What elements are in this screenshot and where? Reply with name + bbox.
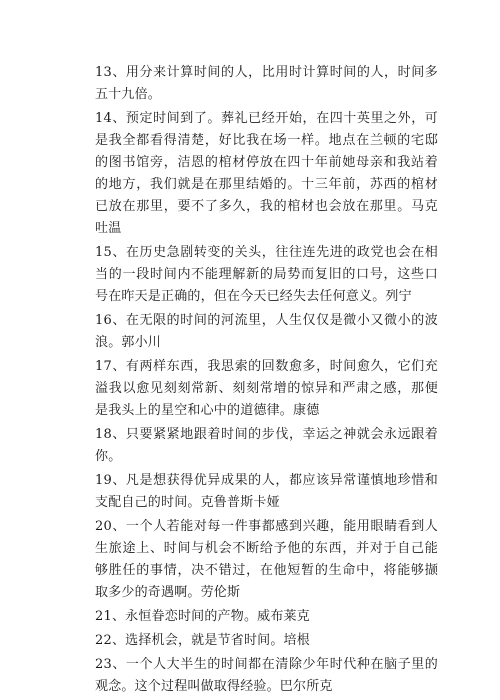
quote-22: 22、选择机会，就是节省时间。培根	[95, 633, 310, 648]
quote-21: 21、永恒眷恋时间的产物。威布莱克	[95, 609, 310, 624]
quote-list	[95, 62, 438, 700]
quote-23: 23、一个人大半生的时间都在清除少年时代种在脑子里的观念。这个过程叫做取得经验。巴尔所克	[95, 657, 438, 694]
quote-20: 20、一个人若能对每一件事都感到兴趣，能用眼睛看到人生旅途上、时间与机会不断给予他的东西，并对于自己能够胜任的事情，决不错过，在他短暂的生命中，将能够撷取多少的奇遇啊。劳伦斯	[95, 519, 438, 600]
quote-15: 15、在历史急剧转变的关头，往往连先进的政党也会在相当的一段时间内不能理解新的局势而复旧的口号，这些口号在昨天是正确的，但在今天已经失去任何意义。列宁	[95, 245, 438, 304]
quote-13: 13、用分来计算时间的人，比用时计算时间的人，时间多五十九倍。	[95, 65, 438, 102]
quote-19: 19、凡是想获得优异成果的人，都应该异常谨慎地珍惜和支配自己的时间。克鲁普斯卡娅	[95, 473, 438, 510]
quote-18: 18、只要紧紧地跟着时间的步伐，幸运之神就会永远跟着你。	[95, 427, 438, 464]
quote-17: 17、有两样东西，我思索的回数愈多，时间愈久，它们充溢我以愈见刻刻常新、刻刻常增的惊异和严肃之感，那便是我头上的星空和心中的道德律。康德	[95, 359, 438, 418]
quote-16: 16、在无限的时间的河流里，人生仅仅是微小又微小的波浪。郭小川	[95, 313, 438, 350]
quote-14: 14、预定时间到了。葬礼已经开始，在四十英里之外，可是我全都看得清楚，好比我在场一样。地点在兰顿的宅邸的图书馆旁，洁恩的棺材停放在四十年前她母亲和我站着的地方，我们就是在那里结婚的。十三年前，苏西的棺材已放在那里，要不了多久，我的棺材也会放在那里。马克吐温	[95, 111, 438, 236]
